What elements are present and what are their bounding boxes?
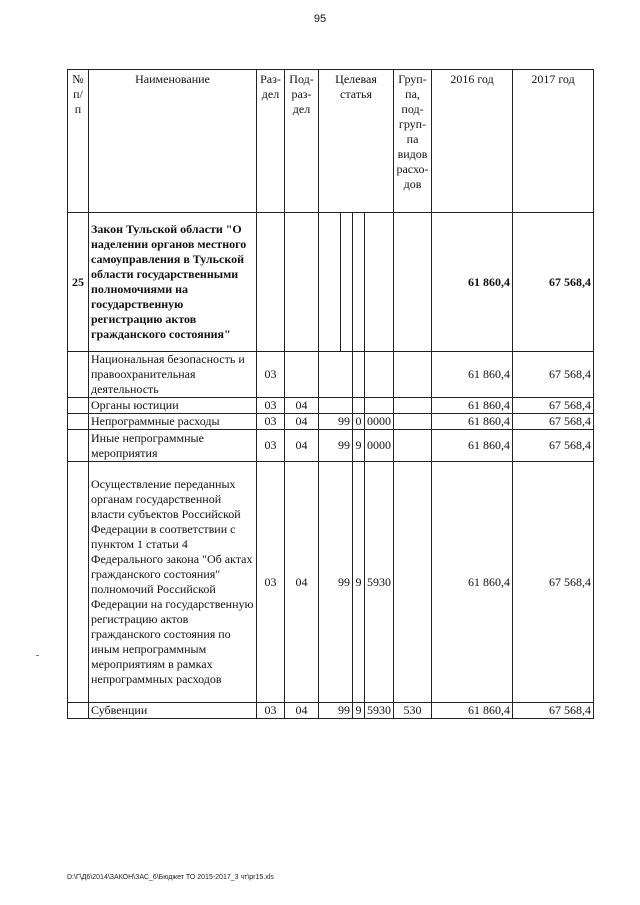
row-celevaya-3: 0000 [365, 414, 394, 430]
row-podrazdel: 04 [285, 462, 319, 703]
header-name: Наименование [89, 70, 257, 213]
row-celevaya-1 [319, 398, 353, 414]
row-razdel: 03 [257, 462, 285, 703]
law-row-num: 25 [68, 213, 89, 352]
row-gruppa [394, 352, 432, 398]
row-razdel: 03 [257, 430, 285, 462]
row-celevaya-3: 5930 [365, 703, 394, 719]
header-razdel: Раз- дел [257, 70, 285, 213]
row-2016: 61 860,4 [432, 352, 513, 398]
row-name: Осуществление переданных органам государственной власти субъектов Российской Федерации в соответствии с пунктом 1 статьи 4 Федерального закона "Об актах гражданского состояния" полномочий Российской Федерации на государственную регистрацию актов гражданского состояния по иным непрограммным мероприятиям в рамках непрограммных расходов [89, 462, 257, 703]
header-2017: 2017 год [513, 70, 594, 213]
table-row [68, 430, 594, 462]
law-row-2017: 67 568,4 [513, 213, 594, 352]
law-row-name: Закон Тульской области "О наделении органов местного самоуправления в Тульской области государственными полномочиями на государственную регистрацию актов гражданского состояния" [89, 213, 257, 352]
row-celevaya-1 [319, 352, 353, 398]
row-name: Органы юстиции [89, 398, 257, 414]
table-row [68, 703, 594, 719]
law-row-c2 [341, 213, 353, 352]
header-celevaya-statya: Целевая статья [319, 70, 394, 213]
row-gruppa [394, 414, 432, 430]
page-number: 95 [313, 13, 327, 25]
row-celevaya-2: 9 [353, 430, 365, 462]
table-row [68, 462, 594, 703]
row-gruppa [394, 398, 432, 414]
row-num [68, 414, 89, 430]
row-gruppa: 530 [394, 703, 432, 719]
row-podrazdel: 04 [285, 430, 319, 462]
row-2017: 67 568,4 [513, 414, 594, 430]
row-2016: 61 860,4 [432, 703, 513, 719]
margin-mark [36, 655, 39, 656]
row-num [68, 430, 89, 462]
row-2016: 61 860,4 [432, 462, 513, 703]
row-2016: 61 860,4 [432, 414, 513, 430]
header-gruppa: Груп- па, под- груп- па видов расхо- дов [394, 70, 432, 213]
row-gruppa [394, 430, 432, 462]
row-podrazdel: 04 [285, 398, 319, 414]
row-celevaya-2: 9 [353, 703, 365, 719]
footer-file-path: D:\Г\Д6\2014\ЗАКОН\ЗАС_6\Бюджет ТО 2015-2017_3 чт\pr15.xls [67, 874, 274, 881]
law-row-c1 [319, 213, 341, 352]
header-row [68, 70, 594, 213]
row-podrazdel [285, 352, 319, 398]
header-2016: 2016 год [432, 70, 513, 213]
row-celevaya-2: 9 [353, 462, 365, 703]
row-razdel: 03 [257, 414, 285, 430]
row-celevaya-1: 99 [319, 462, 353, 703]
row-celevaya-1: 99 [319, 703, 353, 719]
row-gruppa [394, 462, 432, 703]
row-2017: 67 568,4 [513, 703, 594, 719]
row-name: Иные непрограммные мероприятия [89, 430, 257, 462]
row-2017: 67 568,4 [513, 430, 594, 462]
budget-table [67, 69, 594, 719]
row-celevaya-3: 0000 [365, 430, 394, 462]
table-row [68, 398, 594, 414]
row-celevaya-3: 5930 [365, 462, 394, 703]
row-2017: 67 568,4 [513, 462, 594, 703]
law-row-razdel [257, 213, 285, 352]
row-name: Непрограммные расходы [89, 414, 257, 430]
row-2017: 67 568,4 [513, 352, 594, 398]
row-2016: 61 860,4 [432, 398, 513, 414]
row-celevaya-1: 99 [319, 414, 353, 430]
law-row-c3 [353, 213, 365, 352]
row-razdel: 03 [257, 398, 285, 414]
header-podrazdel: Под- раз- дел [285, 70, 319, 213]
row-podrazdel: 04 [285, 703, 319, 719]
law-row-c4 [365, 213, 394, 352]
row-2017: 67 568,4 [513, 398, 594, 414]
law-row-podrazdel [285, 213, 319, 352]
row-2016: 61 860,4 [432, 430, 513, 462]
header-num: № п/п [68, 70, 89, 213]
row-celevaya-2 [353, 352, 365, 398]
row-num [68, 352, 89, 398]
row-num [68, 462, 89, 703]
row-celevaya-3 [365, 352, 394, 398]
row-celevaya-1: 99 [319, 430, 353, 462]
row-podrazdel: 04 [285, 414, 319, 430]
table-row [68, 352, 594, 398]
row-celevaya-2: 0 [353, 414, 365, 430]
row-num [68, 398, 89, 414]
table-row [68, 414, 594, 430]
row-celevaya-3 [365, 398, 394, 414]
law-row-2016: 61 860,4 [432, 213, 513, 352]
row-name: Национальная безопасность и правоохранительная деятельность [89, 352, 257, 398]
row-name: Субвенции [89, 703, 257, 719]
row-razdel: 03 [257, 352, 285, 398]
law-row-gruppa [394, 213, 432, 352]
law-row [68, 213, 594, 352]
row-razdel: 03 [257, 703, 285, 719]
row-num [68, 703, 89, 719]
row-celevaya-2 [353, 398, 365, 414]
